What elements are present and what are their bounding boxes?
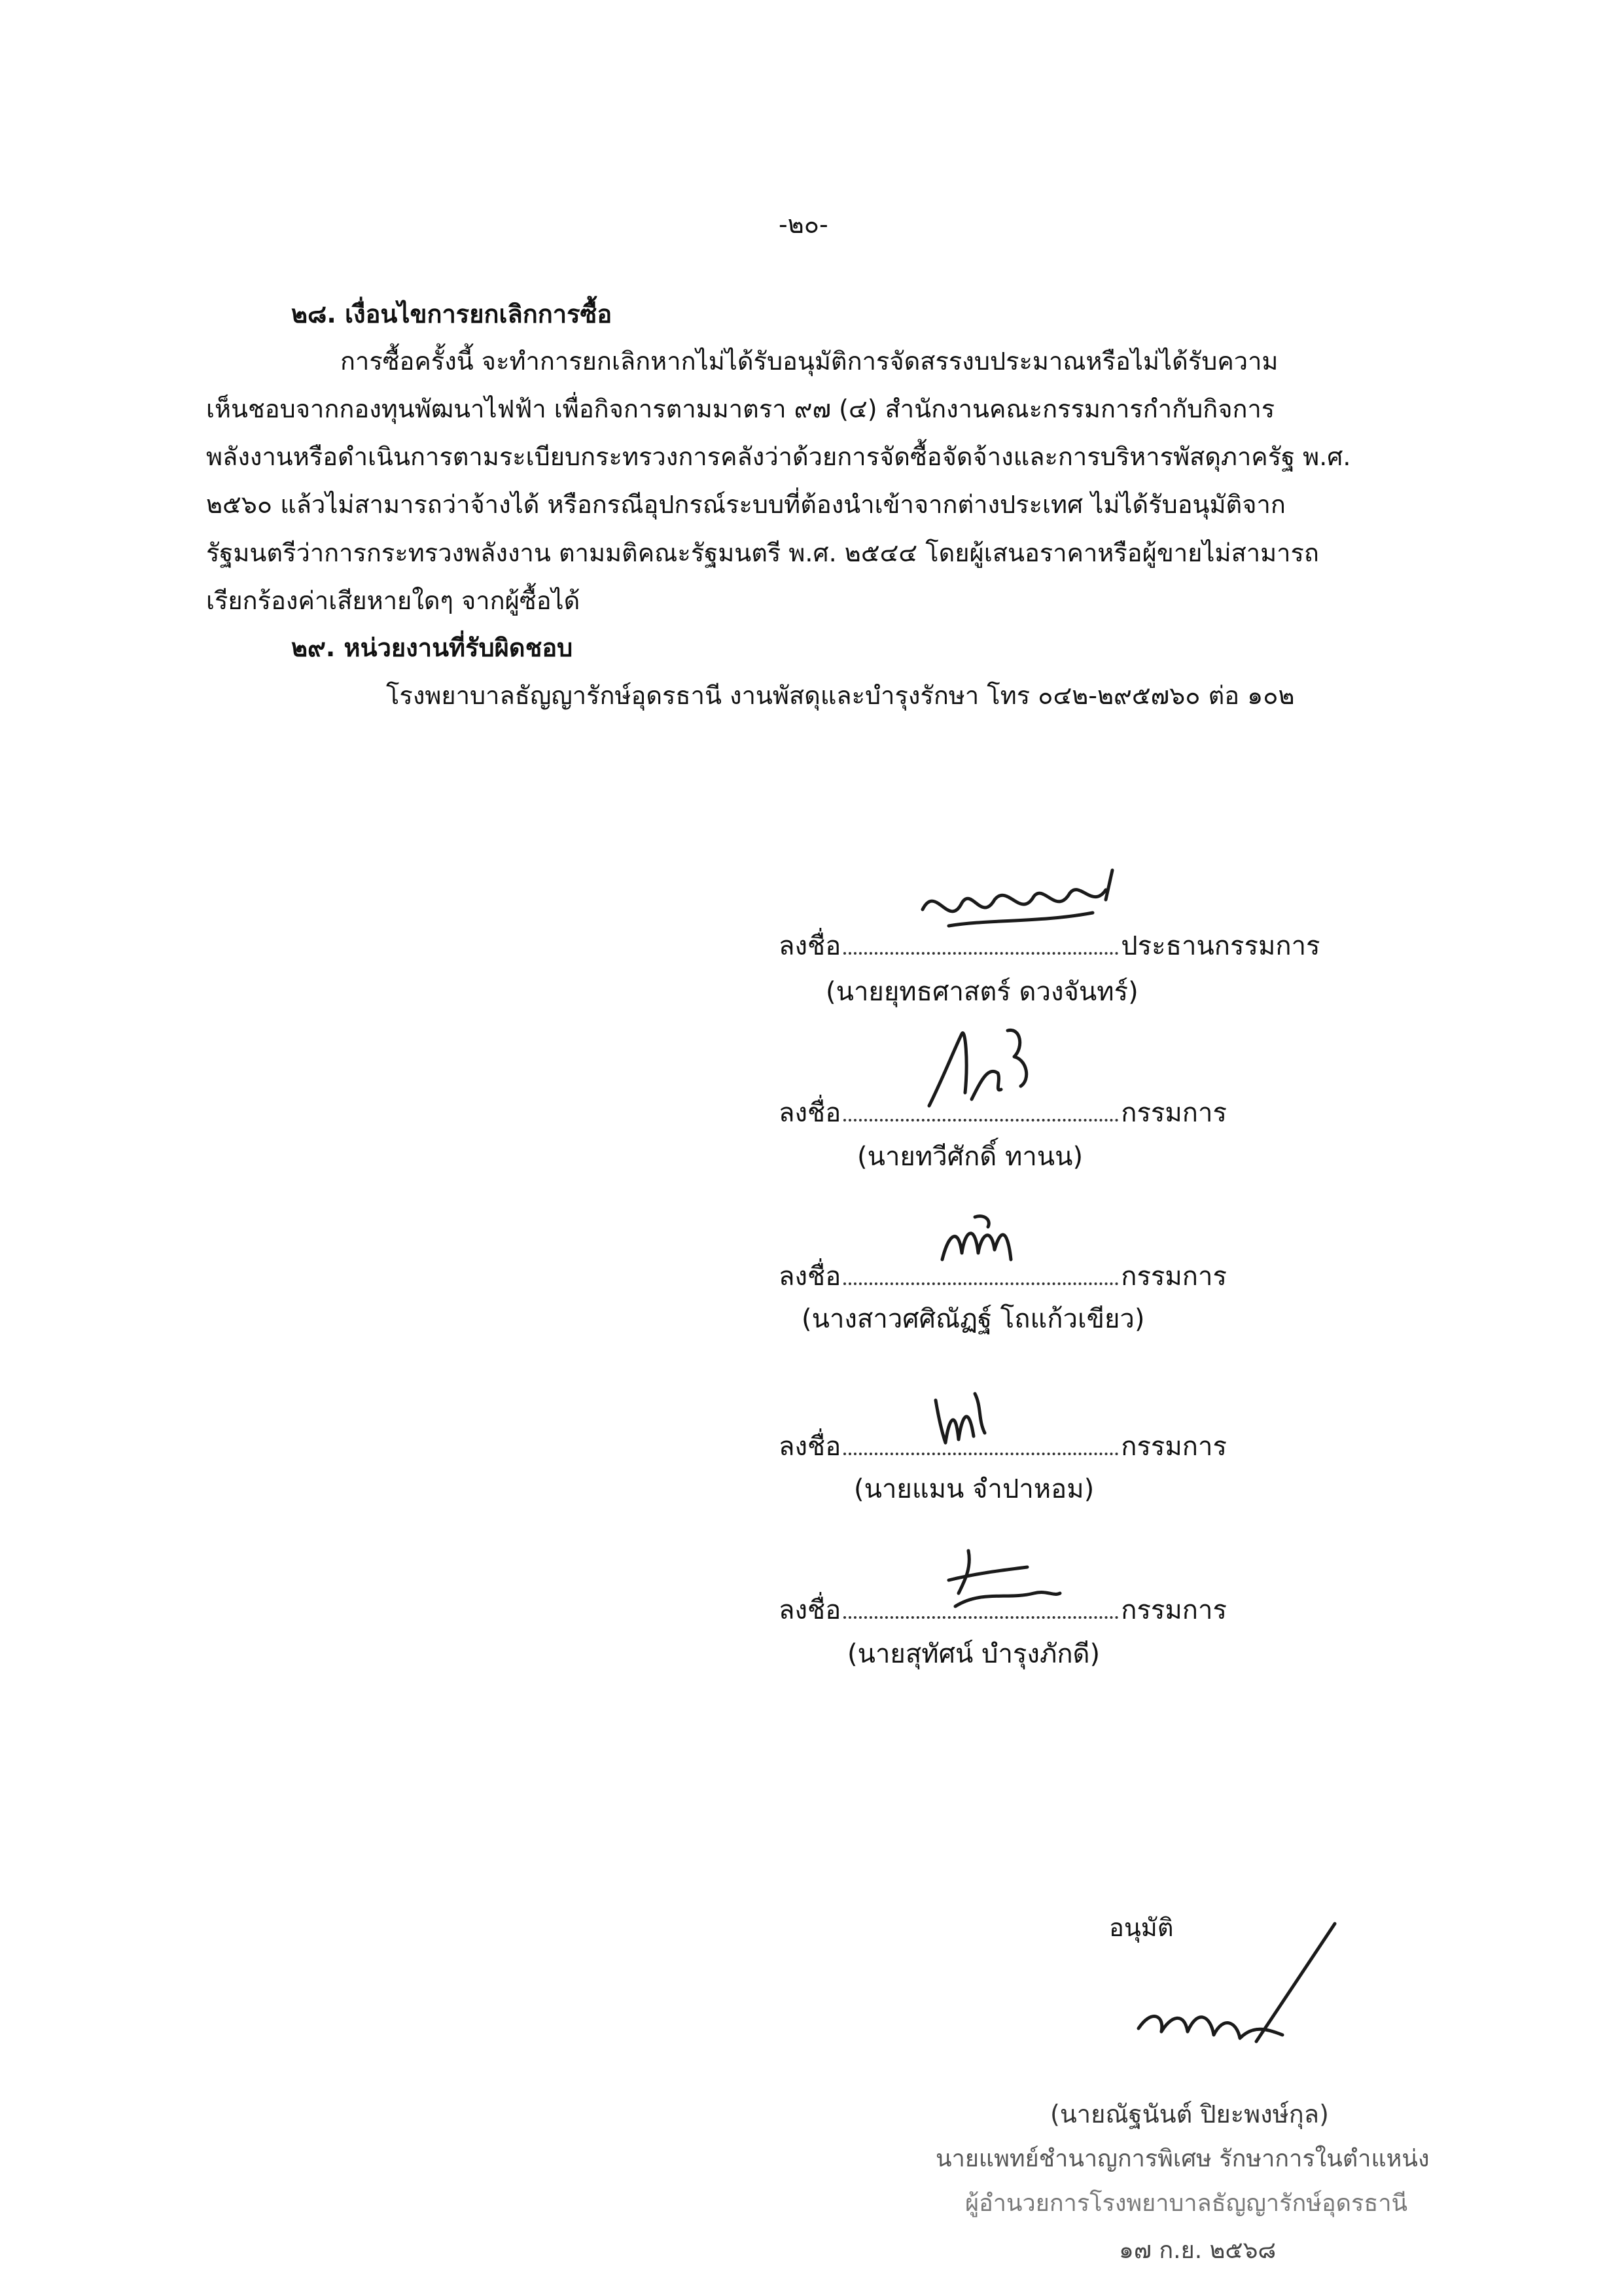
- approval-label: อนุมัติ: [1109, 1913, 1174, 1942]
- signatory-name-3: (นางสาวศศิณัฏฐ์ โถแก้วเขียว): [802, 1304, 1145, 1334]
- signatory-name-4: (นายแมน จำปาหอม): [854, 1474, 1095, 1504]
- signature-dotted-line: [843, 1112, 1118, 1122]
- section-28-line-2: เห็นชอบจากกองทุนพัฒนาไฟฟ้า เพื่อกิจการตามมาตรา ๙๗ (๔) สำนักงานคณะกรรมการกำกับกิจการ: [206, 395, 1275, 423]
- signature-line-1: [779, 929, 1320, 963]
- section-28-line-6: เรียกร้องค่าเสียหายใดๆ จากผู้ซื้อได้: [206, 586, 580, 615]
- signature-dotted-line: [843, 1276, 1118, 1285]
- director-position-line-2: ผู้อำนวยการโรงพยาบาลธัญญารักษ์อุดรธานี: [965, 2190, 1408, 2217]
- signatory-name-1: (นายยุทธศาสตร์ ดวงจันทร์): [826, 977, 1139, 1007]
- section-28-line-4: ๒๕๖๐ แล้วไม่สามารถว่าจ้างได้ หรือกรณีอุปกรณ์ระบบที่ต้องนำเข้าจากต่างประเทศ ไม่ได้รับอนุมัติจาก: [206, 490, 1286, 519]
- signature-prefix: ลงชื่อ: [779, 1262, 841, 1292]
- signature-prefix: ลงชื่อ: [779, 1595, 841, 1625]
- signature-role: ประธานกรรมการ: [1121, 931, 1320, 961]
- director-position-line-1: นายแพทย์ชำนาญการพิเศษ รักษาการในตำแหน่ง: [936, 2146, 1430, 2172]
- signature-role: กรรมการ: [1121, 1098, 1227, 1128]
- signature-prefix: ลงชื่อ: [779, 1098, 841, 1128]
- section-28-line-5: รัฐมนตรีว่าการกระทรวงพลังงาน ตามมติคณะรัฐมนตรี พ.ศ. ๒๕๔๔ โดยผู้เสนอราคาหรือผู้ขายไม่สามารถ: [206, 539, 1319, 567]
- signature-role: กรรมการ: [1121, 1595, 1227, 1625]
- responsible-department: โรงพยาบาลธัญญารักษ์อุดรธานี งานพัสดุและบำรุงรักษา โทร ๐๔๒-๒๙๕๗๖๐ ต่อ ๑๐๒: [386, 681, 1295, 710]
- signature-role: กรรมการ: [1121, 1262, 1227, 1292]
- signature-prefix: ลงชื่อ: [779, 1432, 841, 1462]
- signature-line-4: [779, 1430, 1227, 1464]
- section-28-line-3: พลังงานหรือดำเนินการตามระเบียบกระทรวงการคลังว่าด้วยการจัดซื้อจัดจ้างและการบริหารพัสดุภาครัฐ พ.ศ.: [206, 442, 1351, 471]
- signature-line-5: [779, 1593, 1227, 1627]
- signature-role: กรรมการ: [1121, 1432, 1227, 1462]
- signatory-name-5: (นายสุทัศน์ บำรุงภักดี): [847, 1639, 1101, 1669]
- section-28-line-1: การซื้อครั้งนี้ จะทำการยกเลิกหากไม่ได้รับอนุมัติการจัดสรรงบประมาณหรือไม่ได้รับความ: [340, 347, 1279, 376]
- director-name: (นายณัฐนันต์ ปิยะพงษ์กุล): [1050, 2100, 1329, 2128]
- approval-date: ๑๗ ก.ย. ๒๕๖๘: [1119, 2237, 1277, 2264]
- signature-line-3: [779, 1260, 1227, 1294]
- section-29-heading: ๒๙. หน่วยงานที่รับผิดชอบ: [291, 633, 573, 662]
- signature-dotted-line: [843, 1446, 1118, 1455]
- section-28-heading: ๒๘. เงื่อนไขการยกเลิกการซื้อ: [291, 300, 612, 328]
- signature-prefix: ลงชื่อ: [779, 931, 841, 961]
- director-signature: [1125, 1917, 1361, 2068]
- signatory-name-2: (นายทวีศักดิ์ ทานน): [857, 1142, 1084, 1172]
- signature-dotted-line: [843, 945, 1118, 955]
- page-number: -๒๐-: [779, 210, 828, 239]
- signature-dotted-line: [843, 1610, 1118, 1619]
- signature-line-2: [779, 1096, 1227, 1130]
